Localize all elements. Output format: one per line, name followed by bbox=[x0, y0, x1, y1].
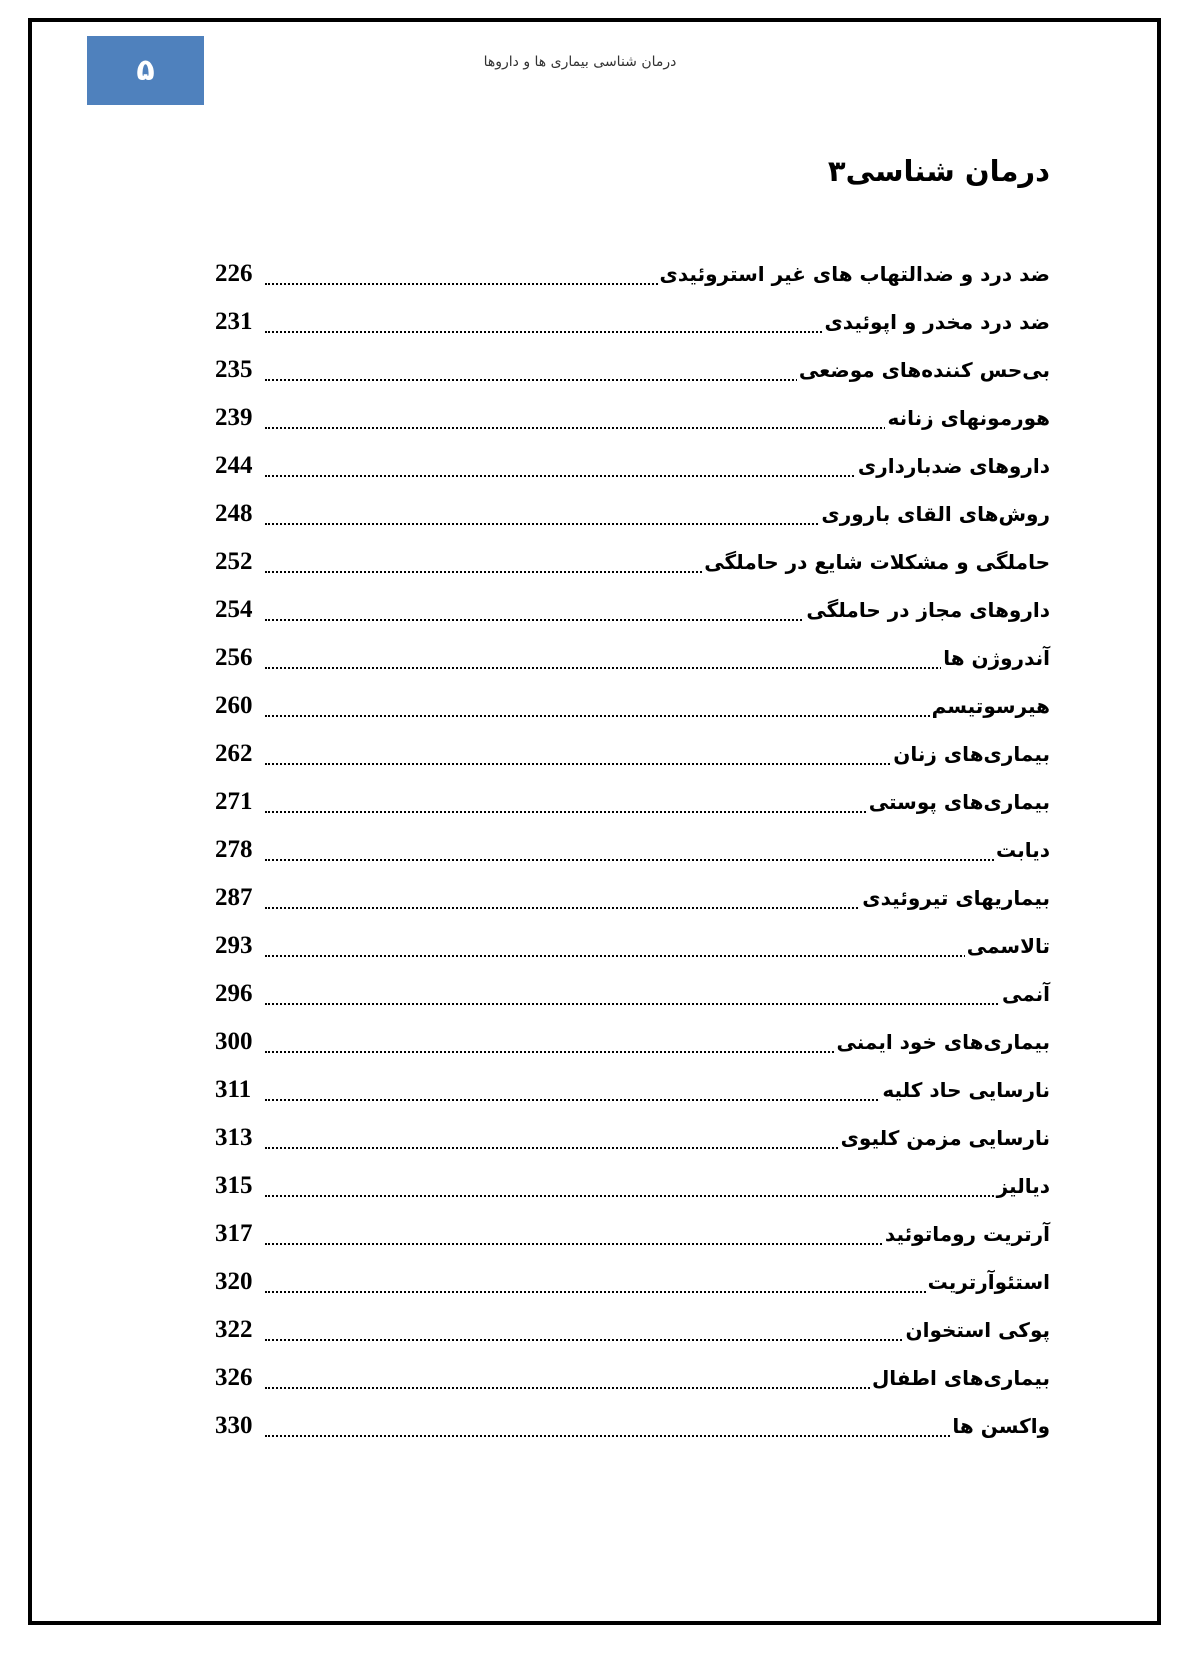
toc-entry[interactable] bbox=[215, 930, 1050, 978]
toc-entry-title: حاملگی و مشکلات شایع در حاملگی bbox=[702, 546, 1050, 578]
toc-entry[interactable] bbox=[215, 1314, 1050, 1362]
toc-entry[interactable] bbox=[215, 354, 1050, 402]
toc-entry[interactable] bbox=[215, 1362, 1050, 1410]
table-of-contents bbox=[215, 258, 1050, 1458]
toc-entry[interactable] bbox=[215, 1170, 1050, 1218]
toc-entry[interactable] bbox=[215, 834, 1050, 882]
toc-entry[interactable] bbox=[215, 1026, 1050, 1074]
toc-entry[interactable] bbox=[215, 258, 1050, 306]
toc-entry-page: 248 bbox=[215, 498, 254, 530]
toc-entry-page: 322 bbox=[215, 1314, 254, 1346]
toc-entry-title: ضد درد مخدر و اپوئیدی bbox=[822, 306, 1050, 338]
toc-entry-page: 226 bbox=[215, 258, 254, 290]
toc-entry-title: آرتریت روماتوئید bbox=[883, 1218, 1050, 1250]
toc-entry-page: 239 bbox=[215, 402, 254, 434]
toc-entry-title: نارسایی مزمن کلیوی bbox=[839, 1122, 1050, 1154]
toc-entry-page: 262 bbox=[215, 738, 254, 770]
toc-entry-page: 278 bbox=[215, 834, 254, 866]
dot-leader bbox=[265, 1195, 1050, 1197]
toc-entry-title: هورمونهای زنانه bbox=[885, 402, 1050, 434]
toc-entry-page: 260 bbox=[215, 690, 254, 722]
toc-entry-page: 330 bbox=[215, 1410, 254, 1442]
toc-entry-title: بیماری‌های خود ایمنی bbox=[835, 1026, 1050, 1058]
toc-entry[interactable] bbox=[215, 594, 1050, 642]
toc-entry[interactable] bbox=[215, 1218, 1050, 1266]
dot-leader bbox=[265, 1435, 1050, 1437]
section-title: درمان شناسی۳ bbox=[827, 154, 1050, 188]
toc-entry-title: بیماریهای تیروئیدی bbox=[860, 882, 1050, 914]
toc-entry-title: آنمی bbox=[1000, 978, 1050, 1010]
toc-entry-page: 311 bbox=[215, 1074, 252, 1106]
toc-entry-page: 252 bbox=[215, 546, 254, 578]
toc-entry-title: روش‌های القای باروری bbox=[819, 498, 1050, 530]
toc-entry-title: بیماری‌های اطفال bbox=[870, 1362, 1050, 1394]
toc-entry-page: 326 bbox=[215, 1362, 254, 1394]
toc-entry[interactable] bbox=[215, 738, 1050, 786]
dot-leader bbox=[265, 955, 1050, 957]
toc-entry[interactable] bbox=[215, 1074, 1050, 1122]
toc-entry[interactable] bbox=[215, 642, 1050, 690]
toc-entry-page: 256 bbox=[215, 642, 254, 674]
toc-entry-title: بیماری‌های پوستی bbox=[867, 786, 1050, 818]
page-number: ۵ bbox=[136, 53, 155, 88]
toc-entry-title: آندروژن ها bbox=[941, 642, 1050, 674]
toc-entry[interactable] bbox=[215, 882, 1050, 930]
toc-entry[interactable] bbox=[215, 306, 1050, 354]
toc-entry-title: دیالیز bbox=[995, 1170, 1050, 1202]
toc-entry-page: 315 bbox=[215, 1170, 254, 1202]
toc-entry[interactable] bbox=[215, 786, 1050, 834]
toc-entry-title: نارسایی حاد کلیه bbox=[880, 1074, 1050, 1106]
toc-entry-title: داروهای مجاز در حاملگی bbox=[804, 594, 1050, 626]
toc-entry-page: 317 bbox=[215, 1218, 254, 1250]
toc-entry-title: بیماری‌های زنان bbox=[891, 738, 1050, 770]
toc-entry[interactable] bbox=[215, 498, 1050, 546]
toc-entry-title: پوکی استخوان bbox=[904, 1314, 1050, 1346]
toc-entry-title: هیرسوتیسم bbox=[930, 690, 1050, 722]
toc-entry[interactable] bbox=[215, 690, 1050, 738]
toc-entry[interactable] bbox=[215, 1122, 1050, 1170]
toc-entry-page: 296 bbox=[215, 978, 254, 1010]
dot-leader bbox=[265, 667, 1050, 669]
toc-entry-title: واکسن ها bbox=[950, 1410, 1050, 1442]
toc-entry-title: بی‌حس کننده‌های موضعی bbox=[797, 354, 1050, 386]
toc-entry-page: 235 bbox=[215, 354, 254, 386]
toc-entry[interactable] bbox=[215, 978, 1050, 1026]
toc-entry-title: داروهای ضدبارداری bbox=[856, 450, 1050, 482]
toc-entry-page: 320 bbox=[215, 1266, 254, 1298]
toc-entry[interactable] bbox=[215, 1266, 1050, 1314]
dot-leader bbox=[265, 1003, 1050, 1005]
toc-entry-page: 293 bbox=[215, 930, 254, 962]
toc-entry-title: تالاسمی bbox=[965, 930, 1050, 962]
running-header: درمان شناسی بیماری ها و داروها bbox=[483, 54, 677, 70]
toc-entry-page: 271 bbox=[215, 786, 254, 818]
toc-entry-title: دیابت bbox=[994, 834, 1050, 866]
dot-leader bbox=[265, 859, 1050, 861]
page-number-badge bbox=[87, 36, 204, 105]
toc-entry-title: ضد درد و ضدالتهاب های غیر استروئیدی bbox=[658, 258, 1050, 290]
toc-entry-title: استئوآرتریت bbox=[926, 1266, 1050, 1298]
toc-entry[interactable] bbox=[215, 546, 1050, 594]
toc-entry[interactable] bbox=[215, 450, 1050, 498]
toc-entry-page: 287 bbox=[215, 882, 254, 914]
toc-entry[interactable] bbox=[215, 402, 1050, 450]
toc-entry-page: 231 bbox=[215, 306, 254, 338]
toc-entry-page: 313 bbox=[215, 1122, 254, 1154]
toc-entry[interactable] bbox=[215, 1410, 1050, 1458]
toc-entry-page: 254 bbox=[215, 594, 254, 626]
toc-entry-page: 300 bbox=[215, 1026, 254, 1058]
toc-entry-page: 244 bbox=[215, 450, 254, 482]
